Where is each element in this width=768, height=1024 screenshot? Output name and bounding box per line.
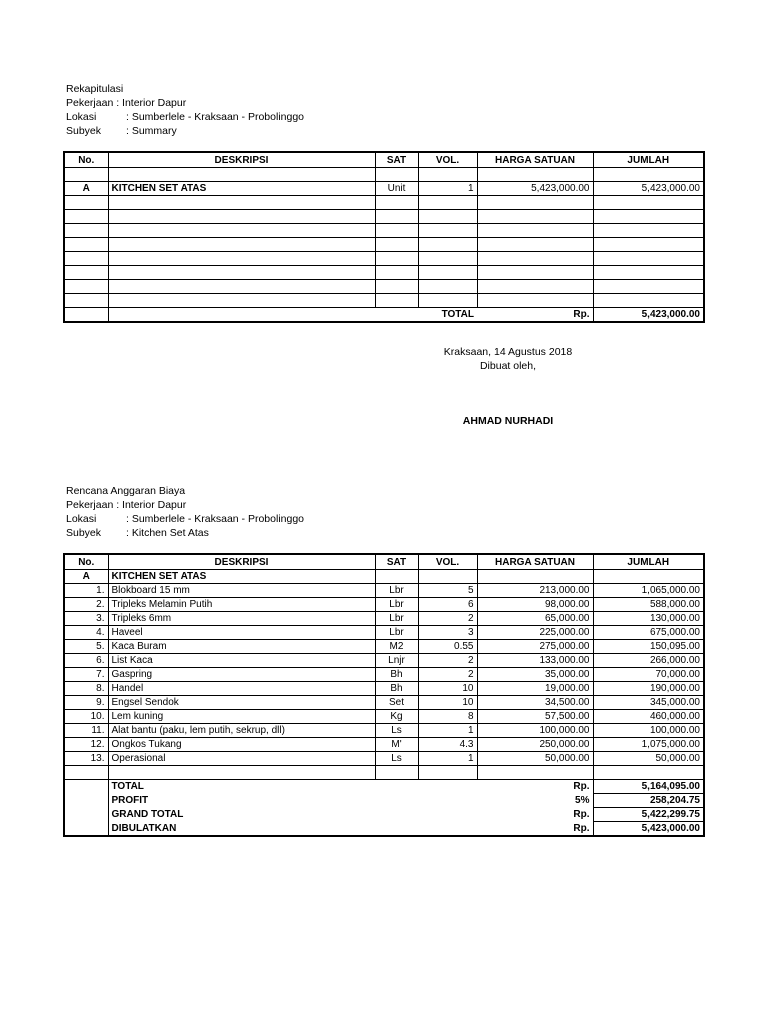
rab-profit-row (64, 794, 704, 808)
table-row (64, 584, 704, 598)
cell-desc: Engsel Sendok (108, 696, 375, 710)
signature-made-by: Dibuat oleh, (479, 360, 537, 372)
cell-sat: Set (375, 696, 418, 710)
table-row (64, 224, 704, 238)
cell-no: 1. (64, 584, 108, 598)
cell-no: A (64, 182, 108, 196)
table-row (64, 612, 704, 626)
cell-vol: 6 (418, 598, 477, 612)
cell-desc: Operasional (108, 752, 375, 766)
cell-vol: 8 (418, 710, 477, 724)
cell-harga: 133,000.00 (477, 654, 593, 668)
table-row (64, 696, 704, 710)
rab-header-row (64, 554, 704, 570)
cell-jumlah: 675,000.00 (593, 626, 704, 640)
cell-vol: 10 (418, 682, 477, 696)
cell-jumlah: 130,000.00 (593, 612, 704, 626)
cell-sat: Lnjr (375, 654, 418, 668)
signature-place-date: Kraksaan, 14 Agustus 2018 (443, 346, 573, 358)
table-row (64, 598, 704, 612)
rab-total-value: 5,164,095.00 (593, 780, 704, 794)
col-vol: VOL. (418, 554, 477, 570)
rab-title: Rencana Anggaran Biaya (66, 485, 186, 497)
section-title: KITCHEN SET ATAS (108, 570, 375, 584)
cell-no: 5. (64, 640, 108, 654)
col-no: No. (64, 152, 108, 168)
summary-title: Rekapitulasi (66, 83, 124, 95)
cell-no: 10. (64, 710, 108, 724)
table-row (64, 752, 704, 766)
table-row (64, 668, 704, 682)
cell-no: 3. (64, 612, 108, 626)
cell-sat: M2 (375, 640, 418, 654)
rab-total-unit: Rp. (477, 780, 593, 794)
table-row (64, 766, 704, 780)
cell-jumlah: 50,000.00 (593, 752, 704, 766)
cell-sat: Bh (375, 682, 418, 696)
section-row (64, 570, 704, 584)
col-sat: SAT (375, 152, 418, 168)
cell-desc: Kaca Buram (108, 640, 375, 654)
rab-profit-label: PROFIT (111, 795, 149, 806)
cell-harga: 5,423,000.00 (477, 182, 593, 196)
table-row (64, 640, 704, 654)
section-no: A (64, 570, 108, 584)
rab-profit-unit: 5% (477, 794, 593, 808)
cell-no: 13. (64, 752, 108, 766)
cell-jumlah: 1,075,000.00 (593, 738, 704, 752)
cell-jumlah: 150,095.00 (593, 640, 704, 654)
cell-harga: 100,000.00 (477, 724, 593, 738)
cell-jumlah: 460,000.00 (593, 710, 704, 724)
cell-sat: Lbr (375, 598, 418, 612)
cell-no: 2. (64, 598, 108, 612)
table-row (64, 710, 704, 724)
summary-table (63, 151, 705, 323)
cell-sat: Ls (375, 752, 418, 766)
cell-desc: Alat bantu (paku, lem putih, sekrup, dll) (108, 724, 375, 738)
table-row (64, 724, 704, 738)
rab-lokasi: Lokasi : Sumberlele - Kraksaan - Probolinggo (66, 513, 305, 525)
cell-vol: 5 (418, 584, 477, 598)
cell-vol: 1 (418, 752, 477, 766)
col-jumlah: JUMLAH (593, 554, 704, 570)
cell-harga: 250,000.00 (477, 738, 593, 752)
cell-sat: Lbr (375, 626, 418, 640)
summary-total-row (64, 308, 704, 323)
table-row (64, 280, 704, 294)
col-vol: VOL. (418, 152, 477, 168)
table-row (64, 168, 704, 182)
cell-desc: Lem kuning (108, 710, 375, 724)
summary-lokasi: Lokasi : Sumberlele - Kraksaan - Probolinggo (66, 111, 305, 123)
cell-no: 11. (64, 724, 108, 738)
cell-harga: 19,000.00 (477, 682, 593, 696)
col-jumlah: JUMLAH (593, 152, 704, 168)
col-no: No. (64, 554, 108, 570)
cell-sat: Bh (375, 668, 418, 682)
table-row (64, 654, 704, 668)
cell-jumlah: 588,000.00 (593, 598, 704, 612)
col-deskripsi: DESKRIPSI (108, 554, 375, 570)
summary-total-currency: Rp. (477, 308, 593, 323)
cell-vol: 0.55 (418, 640, 477, 654)
table-row (64, 294, 704, 308)
cell-desc: Tripleks 6mm (108, 612, 375, 626)
cell-desc: Tripleks Melamin Putih (108, 598, 375, 612)
cell-harga: 225,000.00 (477, 626, 593, 640)
table-row (64, 626, 704, 640)
cell-sat: M' (375, 738, 418, 752)
summary-subyek: Subyek : Summary (66, 125, 177, 137)
cell-harga: 50,000.00 (477, 752, 593, 766)
cell-harga: 34,500.00 (477, 696, 593, 710)
cell-sat: Unit (375, 182, 418, 196)
summary-pekerjaan: Pekerjaan : Interior Dapur (66, 97, 187, 109)
rab-header (66, 484, 304, 540)
summary-total-label: TOTAL (375, 308, 477, 323)
table-row (64, 266, 704, 280)
cell-no: 6. (64, 654, 108, 668)
rab-table (63, 553, 705, 837)
summary-total-value: 5,423,000.00 (593, 308, 704, 323)
col-harga-satuan: HARGA SATUAN (477, 554, 593, 570)
rab-profit-value: 258,204.75 (593, 794, 704, 808)
cell-harga: 35,000.00 (477, 668, 593, 682)
cell-vol: 4.3 (418, 738, 477, 752)
cell-desc: Blokboard 15 mm (108, 584, 375, 598)
rab-grand-total-value: 5,422,299.75 (593, 808, 704, 822)
table-row (64, 682, 704, 696)
cell-jumlah: 70,000.00 (593, 668, 704, 682)
cell-jumlah: 5,423,000.00 (593, 182, 704, 196)
table-row (64, 210, 704, 224)
rab-grand-total-row (64, 808, 704, 822)
cell-desc: Gaspring (108, 668, 375, 682)
cell-no: 9. (64, 696, 108, 710)
cell-desc: Handel (108, 682, 375, 696)
cell-harga: 98,000.00 (477, 598, 593, 612)
summary-header (66, 82, 304, 138)
table-row (64, 238, 704, 252)
cell-jumlah: 345,000.00 (593, 696, 704, 710)
col-harga-satuan: HARGA SATUAN (477, 152, 593, 168)
cell-harga: 213,000.00 (477, 584, 593, 598)
cell-jumlah: 190,000.00 (593, 682, 704, 696)
cell-no: 7. (64, 668, 108, 682)
signature-name: AHMAD NURHADI (462, 415, 554, 427)
cell-jumlah: 1,065,000.00 (593, 584, 704, 598)
cell-jumlah: 266,000.00 (593, 654, 704, 668)
cell-vol: 3 (418, 626, 477, 640)
rab-grand-total-unit: Rp. (477, 808, 593, 822)
table-row (64, 252, 704, 266)
cell-sat: Ls (375, 724, 418, 738)
summary-header-row (64, 152, 704, 168)
rab-grand-total-label: GRAND TOTAL (111, 809, 184, 820)
cell-no: 4. (64, 626, 108, 640)
cell-no: 8. (64, 682, 108, 696)
cell-desc: KITCHEN SET ATAS (108, 182, 375, 196)
cell-sat: Kg (375, 710, 418, 724)
cell-harga: 275,000.00 (477, 640, 593, 654)
cell-jumlah: 100,000.00 (593, 724, 704, 738)
col-sat: SAT (375, 554, 418, 570)
cell-harga: 65,000.00 (477, 612, 593, 626)
cell-harga: 57,500.00 (477, 710, 593, 724)
cell-sat: Lbr (375, 612, 418, 626)
cell-vol: 2 (418, 668, 477, 682)
rab-subyek: Subyek : Kitchen Set Atas (66, 527, 209, 539)
cell-vol: 2 (418, 612, 477, 626)
rab-total-row (64, 780, 704, 794)
cell-vol: 1 (418, 182, 477, 196)
rab-dibulatkan-unit: Rp. (477, 822, 593, 837)
rab-total-label: TOTAL (108, 780, 477, 794)
cell-desc: List Kaca (108, 654, 375, 668)
cell-vol: 10 (418, 696, 477, 710)
cell-vol: 1 (418, 724, 477, 738)
cell-vol: 2 (418, 654, 477, 668)
table-row (64, 738, 704, 752)
cell-desc: Haveel (108, 626, 375, 640)
rab-pekerjaan: Pekerjaan : Interior Dapur (66, 499, 187, 511)
cell-desc: Ongkos Tukang (108, 738, 375, 752)
cell-sat: Lbr (375, 584, 418, 598)
rab-dibulatkan-label: DIBULATKAN (108, 822, 477, 837)
rab-dibulatkan-value: 5,423,000.00 (593, 822, 704, 837)
col-deskripsi: DESKRIPSI (108, 152, 375, 168)
cell-no: 12. (64, 738, 108, 752)
table-row (64, 196, 704, 210)
rab-dibulatkan-row (64, 822, 704, 837)
table-row (64, 182, 704, 196)
